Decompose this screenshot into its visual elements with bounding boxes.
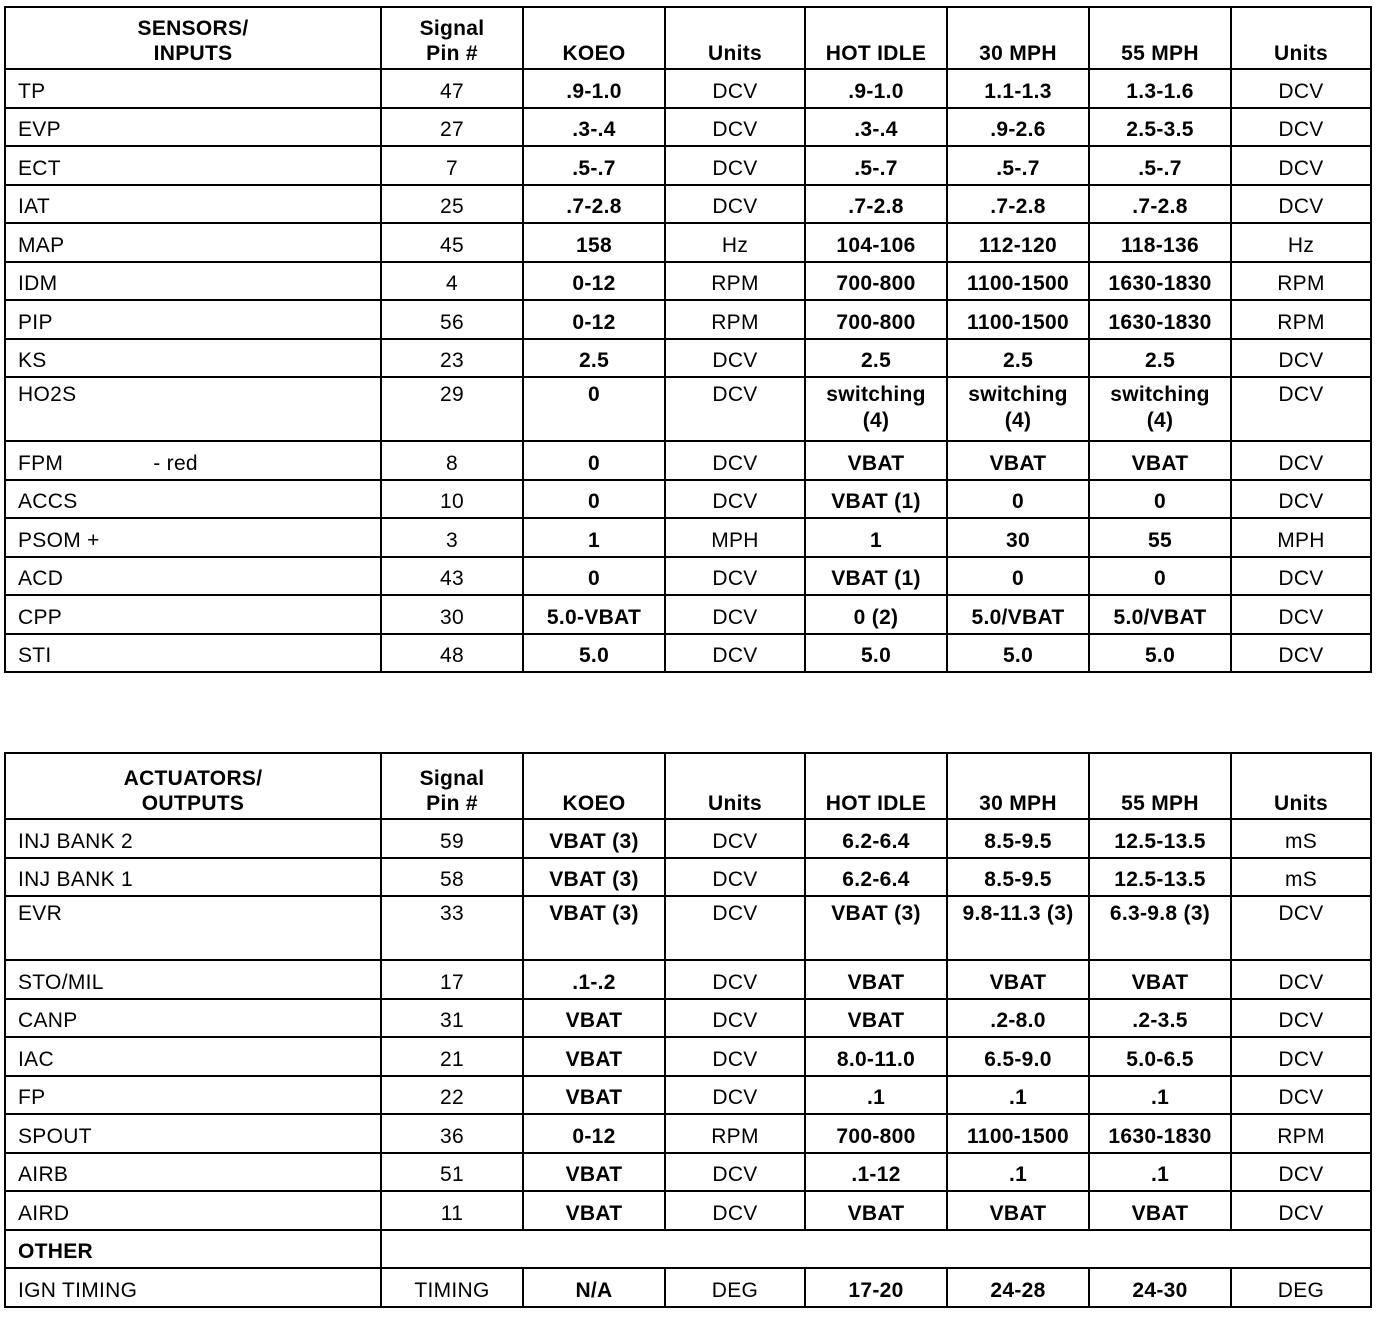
units-cell: DCV [665, 557, 805, 596]
mph-30-cell: .9-2.6 [947, 108, 1089, 147]
row-label: TP [18, 79, 46, 103]
table-row [5, 262, 1371, 301]
signal-pin-cell: 31 [381, 999, 523, 1038]
hot-idle-cell: 17-20 [805, 1268, 947, 1307]
signal-pin-cell: 7 [381, 146, 523, 185]
sensors-inputs-table [4, 6, 1372, 673]
units-cell: DCV [665, 1153, 805, 1192]
row-label: FP [18, 1086, 46, 1109]
section-blank-cell [381, 1230, 1371, 1269]
mph-55-cell: 1630-1830 [1089, 1114, 1231, 1153]
mph-55-cell: 12.5-13.5 [1089, 858, 1231, 897]
mph-55-cell: 1630-1830 [1089, 300, 1231, 339]
hot-idle-cell: 6.2-6.4 [805, 819, 947, 858]
units-cell: DCV [665, 819, 805, 858]
signal-pin-cell: 21 [381, 1037, 523, 1076]
units-cell: DCV [1231, 441, 1371, 480]
row-label-cell [5, 1153, 381, 1192]
table-row [5, 858, 1371, 897]
mph-55-cell: .5-.7 [1089, 146, 1231, 185]
mph-55-cell: 12.5-13.5 [1089, 819, 1231, 858]
hot-idle-cell: switching (4) [805, 377, 947, 441]
table-row [5, 1037, 1371, 1076]
koeo-cell: .7-2.8 [523, 185, 665, 224]
mph-30-cell: 1100-1500 [947, 1114, 1089, 1153]
header-hot-idle: HOT IDLE [805, 753, 947, 819]
signal-pin-cell: 8 [381, 441, 523, 480]
units-cell: DCV [1231, 595, 1371, 634]
koeo-cell: 0 [523, 441, 665, 480]
mph-30-cell: .1 [947, 1153, 1089, 1192]
koeo-cell: 0 [523, 557, 665, 596]
mph-55-cell: VBAT [1089, 960, 1231, 999]
table-header-row [5, 753, 1371, 819]
table-row [5, 1268, 1371, 1307]
table-row [5, 185, 1371, 224]
koeo-cell: VBAT [523, 1037, 665, 1076]
units-cell: DCV [665, 480, 805, 519]
mph-30-cell: 1100-1500 [947, 300, 1089, 339]
mph-30-cell: switching (4) [947, 377, 1089, 441]
row-label-cell [5, 999, 381, 1038]
table-row [5, 300, 1371, 339]
units-cell: mS [1231, 819, 1371, 858]
signal-pin-cell: 30 [381, 595, 523, 634]
units-cell: RPM [1231, 262, 1371, 301]
header-hot-idle: HOT IDLE [805, 7, 947, 69]
section-row-other [5, 1230, 1371, 1269]
row-label: PIP [18, 310, 53, 334]
mph-30-cell: 2.5 [947, 339, 1089, 378]
table-row [5, 69, 1371, 108]
row-label-cell [5, 1076, 381, 1115]
mph-55-cell: 1.3-1.6 [1089, 69, 1231, 108]
hot-idle-cell: .9-1.0 [805, 69, 947, 108]
mph-55-cell: 6.3-9.8 (3) [1089, 896, 1231, 960]
mph-30-cell: 0 [947, 480, 1089, 519]
koeo-cell: VBAT (3) [523, 896, 665, 960]
koeo-cell: VBAT [523, 1191, 665, 1230]
row-label-cell [5, 339, 381, 378]
hot-idle-cell: .1-12 [805, 1153, 947, 1192]
mph-30-cell: 30 [947, 518, 1089, 557]
signal-pin-cell: 56 [381, 300, 523, 339]
row-label: ACCS [18, 490, 78, 513]
units-cell: DCV [1231, 896, 1371, 960]
units-cell: RPM [665, 300, 805, 339]
header-actuators-outputs: ACTUATORS/ OUTPUTS [5, 753, 381, 819]
row-label-cell [5, 1114, 381, 1153]
mph-30-cell: 8.5-9.5 [947, 819, 1089, 858]
hot-idle-cell: VBAT [805, 960, 947, 999]
signal-pin-cell: 17 [381, 960, 523, 999]
mph-30-cell: 24-28 [947, 1268, 1089, 1307]
units-cell: DCV [665, 339, 805, 378]
mph-55-cell: 0 [1089, 557, 1231, 596]
hot-idle-cell: .7-2.8 [805, 185, 947, 224]
table-row [5, 1076, 1371, 1115]
table-row [5, 146, 1371, 185]
signal-pin-cell: 11 [381, 1191, 523, 1230]
units-cell: DCV [1231, 480, 1371, 519]
koeo-cell: 0-12 [523, 262, 665, 301]
koeo-cell: .5-.7 [523, 146, 665, 185]
koeo-cell: .3-.4 [523, 108, 665, 147]
units-cell: DCV [665, 108, 805, 147]
koeo-cell: 158 [523, 223, 665, 262]
mph-55-cell: switching (4) [1089, 377, 1231, 441]
units-cell: DCV [1231, 339, 1371, 378]
koeo-cell: VBAT [523, 1153, 665, 1192]
row-note: - red [153, 451, 198, 475]
signal-pin-cell: 58 [381, 858, 523, 897]
mph-30-cell: 1100-1500 [947, 262, 1089, 301]
row-label: IDM [18, 272, 58, 295]
table-row [5, 896, 1371, 960]
mph-30-cell: 5.0/VBAT [947, 595, 1089, 634]
row-label-cell [5, 377, 381, 441]
signal-pin-cell: TIMING [381, 1268, 523, 1307]
row-label-cell [5, 262, 381, 301]
table-header-row [5, 7, 1371, 69]
row-label: CPP [18, 605, 63, 629]
signal-pin-cell: 47 [381, 69, 523, 108]
hot-idle-cell: VBAT (1) [805, 557, 947, 596]
units-cell: Hz [665, 223, 805, 262]
table-row [5, 518, 1371, 557]
header-sensors-inputs: SENSORS/ INPUTS [5, 7, 381, 69]
table-row [5, 634, 1371, 673]
units-cell: DCV [1231, 634, 1371, 673]
row-label: IAC [18, 1047, 54, 1071]
koeo-cell: 2.5 [523, 339, 665, 378]
koeo-cell: N/A [523, 1268, 665, 1307]
section-label-other: OTHER [5, 1230, 381, 1269]
mph-55-cell: .1 [1089, 1153, 1231, 1192]
row-label-cell [5, 1268, 381, 1307]
units-cell: RPM [1231, 300, 1371, 339]
row-label: EVP [18, 118, 61, 141]
row-label-cell [5, 480, 381, 519]
header-signal-pin: Signal Pin # [381, 7, 523, 69]
signal-pin-cell: 51 [381, 1153, 523, 1192]
mph-55-cell: 55 [1089, 518, 1231, 557]
units-cell: DEG [1231, 1268, 1371, 1307]
header-signal-pin: Signal Pin # [381, 753, 523, 819]
table-row [5, 480, 1371, 519]
mph-30-cell: .2-8.0 [947, 999, 1089, 1038]
row-label-cell [5, 69, 381, 108]
hot-idle-cell: 0 (2) [805, 595, 947, 634]
hot-idle-cell: VBAT [805, 999, 947, 1038]
hot-idle-cell: 700-800 [805, 1114, 947, 1153]
units-cell: DCV [665, 441, 805, 480]
row-label-cell [5, 1037, 381, 1076]
units-cell: DCV [1231, 557, 1371, 596]
hot-idle-cell: .1 [805, 1076, 947, 1115]
row-label: EVR [18, 902, 63, 925]
signal-pin-cell: 36 [381, 1114, 523, 1153]
row-label: KS [18, 349, 47, 372]
table-row [5, 999, 1371, 1038]
row-label: HO2S [18, 383, 77, 406]
koeo-cell: .1-.2 [523, 960, 665, 999]
mph-55-cell: 118-136 [1089, 223, 1231, 262]
mph-55-cell: 2.5-3.5 [1089, 108, 1231, 147]
koeo-cell: 0-12 [523, 1114, 665, 1153]
row-label-cell [5, 819, 381, 858]
units-cell: MPH [665, 518, 805, 557]
row-label-cell [5, 557, 381, 596]
table-row [5, 595, 1371, 634]
mph-55-cell: 5.0/VBAT [1089, 595, 1231, 634]
signal-pin-cell: 48 [381, 634, 523, 673]
row-label-cell [5, 108, 381, 147]
units-cell: DCV [665, 960, 805, 999]
signal-pin-cell: 33 [381, 896, 523, 960]
mph-30-cell: 6.5-9.0 [947, 1037, 1089, 1076]
koeo-cell: VBAT (3) [523, 858, 665, 897]
units-cell: DCV [1231, 1037, 1371, 1076]
header-30-mph: 30 MPH [947, 7, 1089, 69]
table-row [5, 557, 1371, 596]
hot-idle-cell: .3-.4 [805, 108, 947, 147]
units-cell: DCV [665, 595, 805, 634]
units-cell: DCV [1231, 1191, 1371, 1230]
units-cell: RPM [665, 1114, 805, 1153]
hot-idle-cell: VBAT [805, 441, 947, 480]
mph-55-cell: 2.5 [1089, 339, 1231, 378]
units-cell: DCV [1231, 108, 1371, 147]
koeo-cell: 0 [523, 377, 665, 441]
units-cell: DCV [1231, 999, 1371, 1038]
hot-idle-cell: 700-800 [805, 300, 947, 339]
koeo-cell: 5.0 [523, 634, 665, 673]
mph-30-cell: 0 [947, 557, 1089, 596]
row-label: STI [18, 644, 52, 667]
row-label: INJ BANK 1 [18, 868, 134, 891]
row-label: ECT [18, 156, 61, 180]
koeo-cell: 5.0-VBAT [523, 595, 665, 634]
row-label: IGN TIMING [18, 1278, 138, 1302]
table-row [5, 1153, 1371, 1192]
units-cell: Hz [1231, 223, 1371, 262]
table-row [5, 1191, 1371, 1230]
header-units: Units [1231, 753, 1371, 819]
mph-30-cell: .5-.7 [947, 146, 1089, 185]
hot-idle-cell: 5.0 [805, 634, 947, 673]
header-koeo: KOEO [523, 7, 665, 69]
row-label-cell [5, 858, 381, 897]
signal-pin-cell: 10 [381, 480, 523, 519]
signal-pin-cell: 23 [381, 339, 523, 378]
mph-55-cell: 0 [1089, 480, 1231, 519]
signal-pin-cell: 29 [381, 377, 523, 441]
signal-pin-cell: 3 [381, 518, 523, 557]
mph-55-cell: VBAT [1089, 1191, 1231, 1230]
mph-55-cell: VBAT [1089, 441, 1231, 480]
units-cell: DCV [1231, 146, 1371, 185]
units-cell: DCV [1231, 377, 1371, 441]
hot-idle-cell: VBAT (3) [805, 896, 947, 960]
row-label: IAT [18, 195, 51, 218]
hot-idle-cell: 104-106 [805, 223, 947, 262]
hot-idle-cell: .5-.7 [805, 146, 947, 185]
units-cell: DCV [665, 634, 805, 673]
hot-idle-cell: 8.0-11.0 [805, 1037, 947, 1076]
mph-30-cell: .7-2.8 [947, 185, 1089, 224]
signal-pin-cell: 22 [381, 1076, 523, 1115]
table-row [5, 960, 1371, 999]
row-label-cell [5, 595, 381, 634]
mph-30-cell: VBAT [947, 960, 1089, 999]
row-label-cell [5, 223, 381, 262]
koeo-cell: 0-12 [523, 300, 665, 339]
hot-idle-cell: 1 [805, 518, 947, 557]
hot-idle-cell: VBAT (1) [805, 480, 947, 519]
header-55-mph: 55 MPH [1089, 7, 1231, 69]
table-row [5, 1114, 1371, 1153]
units-cell: DCV [665, 146, 805, 185]
row-label: STO/MIL [18, 970, 104, 994]
row-label: MAP [18, 233, 65, 257]
signal-pin-cell: 4 [381, 262, 523, 301]
mph-55-cell: .2-3.5 [1089, 999, 1231, 1038]
units-cell: DCV [665, 858, 805, 897]
header-units: Units [1231, 7, 1371, 69]
row-label-cell [5, 960, 381, 999]
header-55-mph: 55 MPH [1089, 753, 1231, 819]
row-label-cell [5, 518, 381, 557]
units-cell: DCV [665, 999, 805, 1038]
row-label: FPM [18, 451, 64, 475]
mph-55-cell: 24-30 [1089, 1268, 1231, 1307]
row-label-cell [5, 146, 381, 185]
row-label-cell [5, 441, 381, 480]
mph-30-cell: 112-120 [947, 223, 1089, 262]
row-label-cell [5, 300, 381, 339]
mph-30-cell: .1 [947, 1076, 1089, 1115]
row-label-cell [5, 896, 381, 960]
header-koeo: KOEO [523, 753, 665, 819]
units-cell: DCV [665, 185, 805, 224]
hot-idle-cell: VBAT [805, 1191, 947, 1230]
actuators-outputs-table [4, 752, 1372, 1308]
table-row [5, 108, 1371, 147]
units-cell: DCV [665, 377, 805, 441]
row-label-cell [5, 185, 381, 224]
row-label: AIRD [18, 1201, 70, 1225]
units-cell: DCV [665, 69, 805, 108]
koeo-cell: VBAT [523, 1076, 665, 1115]
table-row [5, 441, 1371, 480]
table-row [5, 339, 1371, 378]
mph-55-cell: 5.0-6.5 [1089, 1037, 1231, 1076]
signal-pin-cell: 59 [381, 819, 523, 858]
table-row [5, 377, 1371, 441]
row-label: INJ BANK 2 [18, 829, 134, 853]
table-row [5, 819, 1371, 858]
units-cell: DCV [1231, 1076, 1371, 1115]
hot-idle-cell: 700-800 [805, 262, 947, 301]
koeo-cell: 1 [523, 518, 665, 557]
header-30-mph: 30 MPH [947, 753, 1089, 819]
header-units: Units [665, 7, 805, 69]
units-cell: DCV [1231, 185, 1371, 224]
mph-30-cell: VBAT [947, 441, 1089, 480]
row-label: CANP [18, 1009, 78, 1032]
mph-30-cell: 9.8-11.3 (3) [947, 896, 1089, 960]
mph-30-cell: 1.1-1.3 [947, 69, 1089, 108]
row-label: PSOM + [18, 528, 100, 552]
mph-30-cell: VBAT [947, 1191, 1089, 1230]
mph-30-cell: 5.0 [947, 634, 1089, 673]
units-cell: DCV [1231, 960, 1371, 999]
row-label-cell [5, 1191, 381, 1230]
mph-30-cell: 8.5-9.5 [947, 858, 1089, 897]
header-units: Units [665, 753, 805, 819]
mph-55-cell: .1 [1089, 1076, 1231, 1115]
hot-idle-cell: 2.5 [805, 339, 947, 378]
signal-pin-cell: 43 [381, 557, 523, 596]
units-cell: DCV [665, 1076, 805, 1115]
units-cell: DEG [665, 1268, 805, 1307]
signal-pin-cell: 45 [381, 223, 523, 262]
row-label: ACD [18, 567, 64, 590]
units-cell: DCV [665, 1191, 805, 1230]
hot-idle-cell: 6.2-6.4 [805, 858, 947, 897]
signal-pin-cell: 27 [381, 108, 523, 147]
units-cell: mS [1231, 858, 1371, 897]
koeo-cell: .9-1.0 [523, 69, 665, 108]
units-cell: RPM [665, 262, 805, 301]
mph-55-cell: 1630-1830 [1089, 262, 1231, 301]
signal-pin-cell: 25 [381, 185, 523, 224]
units-cell: RPM [1231, 1114, 1371, 1153]
units-cell: DCV [665, 1037, 805, 1076]
units-cell: DCV [1231, 1153, 1371, 1192]
koeo-cell: 0 [523, 480, 665, 519]
koeo-cell: VBAT (3) [523, 819, 665, 858]
mph-55-cell: 5.0 [1089, 634, 1231, 673]
row-label: SPOUT [18, 1124, 92, 1148]
table-row [5, 223, 1371, 262]
row-label-cell [5, 634, 381, 673]
row-label: AIRB [18, 1163, 69, 1186]
units-cell: DCV [665, 896, 805, 960]
units-cell: DCV [1231, 69, 1371, 108]
units-cell: MPH [1231, 518, 1371, 557]
koeo-cell: VBAT [523, 999, 665, 1038]
mph-55-cell: .7-2.8 [1089, 185, 1231, 224]
